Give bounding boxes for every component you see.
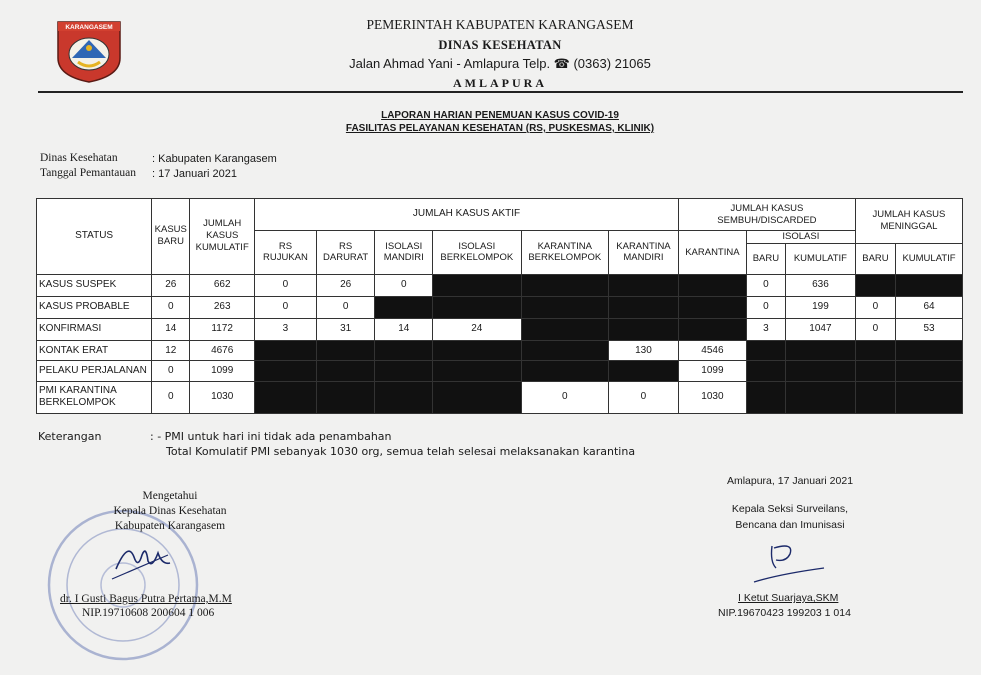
cell-blocked bbox=[855, 361, 895, 381]
cell-sembuh-kumulatif: 199 bbox=[785, 296, 855, 318]
cell-meninggal-baru: 0 bbox=[855, 319, 895, 341]
cell-kasus-baru: 0 bbox=[152, 361, 190, 381]
sig-left-nip: NIP.19710608 200604 1 006 bbox=[82, 607, 215, 619]
covid-report-table bbox=[36, 198, 963, 414]
signature-scribble-icon bbox=[108, 535, 178, 585]
header-meninggal-baru: BARU bbox=[855, 244, 895, 274]
cell-blocked bbox=[521, 341, 608, 361]
cell-sembuh-baru: 0 bbox=[746, 296, 785, 318]
date-label: Tanggal Pemantauan bbox=[40, 167, 136, 179]
regency-logo bbox=[54, 18, 124, 84]
header-sembuh-baru: BARU bbox=[746, 244, 785, 274]
cell-rs-rujukan: 0 bbox=[255, 296, 317, 318]
cell-isolasi-mandiri: 14 bbox=[375, 319, 433, 341]
row-status: KASUS SUSPEK bbox=[37, 274, 152, 296]
cell-sembuh-kumulatif: 1047 bbox=[785, 319, 855, 341]
header-isolasi: ISOLASI bbox=[746, 231, 855, 244]
cell-rs-rujukan: 3 bbox=[255, 319, 317, 341]
cell-kasus-baru: 0 bbox=[152, 296, 190, 318]
cell-blocked bbox=[785, 361, 855, 381]
header-isolasi-berkelompok: ISOLASI BERKELOMPOK bbox=[433, 231, 521, 274]
cell-blocked bbox=[521, 296, 608, 318]
cell-blocked bbox=[896, 361, 963, 381]
header-meninggal-kumulatif: KUMULATIF bbox=[896, 244, 963, 274]
notes-label: Keterangan bbox=[38, 430, 102, 443]
cell-blocked bbox=[433, 341, 521, 361]
report-title: LAPORAN HARIAN PENEMUAN KASUS COVID-19 bbox=[381, 110, 619, 121]
letterhead-address: Jalan Ahmad Yani - Amlapura Telp. ☎ (0363) 21065 bbox=[349, 56, 651, 71]
header-status: STATUS bbox=[37, 199, 152, 275]
cell-karantina-mandiri: 130 bbox=[608, 341, 678, 361]
cell-rs-darurat: 31 bbox=[316, 319, 375, 341]
header-karantina: KARANTINA bbox=[678, 231, 746, 274]
cell-blocked bbox=[896, 381, 963, 413]
letterhead-divider bbox=[38, 91, 963, 93]
cell-blocked bbox=[521, 361, 608, 381]
cell-blocked bbox=[785, 341, 855, 361]
cell-meninggal-baru: 0 bbox=[855, 296, 895, 318]
cell-blocked bbox=[855, 381, 895, 413]
cell-sembuh-kumulatif: 636 bbox=[785, 274, 855, 296]
cell-blocked bbox=[433, 361, 521, 381]
coat-of-arms-icon bbox=[54, 18, 124, 84]
row-status: PELAKU PERJALANAN bbox=[37, 361, 152, 381]
cell-blocked bbox=[608, 361, 678, 381]
letterhead-city: AMLAPURA bbox=[453, 76, 547, 90]
cell-blocked bbox=[746, 361, 785, 381]
cell-kumulatif: 1030 bbox=[190, 381, 255, 413]
cell-karantina: 1099 bbox=[678, 361, 746, 381]
cell-blocked bbox=[521, 319, 608, 341]
header-kasus-baru: KASUS BARU bbox=[152, 199, 190, 275]
cell-blocked bbox=[375, 296, 433, 318]
header-kasus-aktif: JUMLAH KASUS AKTIF bbox=[255, 199, 679, 231]
header-rs-darurat: RS DARURAT bbox=[316, 231, 375, 274]
row-status: KONFIRMASI bbox=[37, 319, 152, 341]
signature-scribble-icon bbox=[750, 540, 830, 588]
cell-kumulatif: 1099 bbox=[190, 361, 255, 381]
cell-blocked bbox=[255, 381, 317, 413]
cell-sembuh-baru: 3 bbox=[746, 319, 785, 341]
sig-right-name: I Ketut Suarjaya,SKM bbox=[738, 592, 839, 604]
agency-label: Dinas Kesehatan bbox=[40, 152, 118, 164]
cell-blocked bbox=[678, 274, 746, 296]
logo-text: KARANGASEM bbox=[65, 24, 113, 31]
cell-karantina-mandiri: 0 bbox=[608, 381, 678, 413]
cell-karantina-berkelompok: 0 bbox=[521, 381, 608, 413]
row-status: KASUS PROBABLE bbox=[37, 296, 152, 318]
cell-isolasi-berkelompok: 24 bbox=[433, 319, 521, 341]
cell-blocked bbox=[433, 381, 521, 413]
cell-rs-darurat: 0 bbox=[316, 296, 375, 318]
cell-blocked bbox=[608, 274, 678, 296]
sig-right-nip: NIP.19670423 199203 1 014 bbox=[718, 607, 851, 619]
table-row bbox=[37, 319, 963, 341]
sig-right-line2: Bencana dan Imunisasi bbox=[735, 519, 845, 531]
agency-value: : Kabupaten Karangasem bbox=[152, 153, 277, 165]
cell-blocked bbox=[746, 381, 785, 413]
cell-kumulatif: 4676 bbox=[190, 341, 255, 361]
cell-kumulatif: 1172 bbox=[190, 319, 255, 341]
table-row bbox=[37, 274, 963, 296]
signature-right bbox=[750, 540, 830, 588]
cell-blocked bbox=[375, 381, 433, 413]
header-sembuh-kumulatif: KUMULATIF bbox=[785, 244, 855, 274]
cell-blocked bbox=[896, 341, 963, 361]
cell-meninggal-kumulatif: 64 bbox=[896, 296, 963, 318]
cell-blocked bbox=[316, 361, 375, 381]
report-subtitle: FASILITAS PELAYANAN KESEHATAN (RS, PUSKESMAS, KLINIK) bbox=[345, 123, 655, 134]
cell-blocked bbox=[678, 296, 746, 318]
cell-blocked bbox=[375, 361, 433, 381]
header-isolasi-mandiri: ISOLASI MANDIRI bbox=[375, 231, 433, 274]
date-value: : 17 Januari 2021 bbox=[152, 168, 238, 180]
cell-sembuh-baru: 0 bbox=[746, 274, 785, 296]
header-karantina-berkelompok: KARANTINA BERKELOMPOK bbox=[521, 231, 608, 274]
table-row bbox=[37, 381, 963, 413]
notes-line2: Total Komulatif PMI sebanyak 1030 org, semua telah selesai melaksanakan karantina bbox=[166, 445, 636, 458]
cell-blocked bbox=[608, 319, 678, 341]
sig-left-name: dr. I Gusti Bagus Putra Pertama,M.M bbox=[60, 593, 232, 605]
cell-kasus-baru: 26 bbox=[152, 274, 190, 296]
cell-blocked bbox=[785, 381, 855, 413]
table-row bbox=[37, 361, 963, 381]
notes-line1: : - PMI untuk hari ini tidak ada penambahan bbox=[150, 430, 392, 443]
cell-blocked bbox=[375, 341, 433, 361]
cell-blocked bbox=[255, 341, 317, 361]
letterhead-department: DINAS KESEHATAN bbox=[438, 38, 562, 52]
header-sembuh: JUMLAH KASUS SEMBUH/DISCARDED bbox=[678, 199, 855, 231]
cell-rs-darurat: 26 bbox=[316, 274, 375, 296]
cell-isolasi-mandiri: 0 bbox=[375, 274, 433, 296]
cell-blocked bbox=[433, 274, 521, 296]
cell-karantina: 1030 bbox=[678, 381, 746, 413]
header-meninggal: JUMLAH KASUS MENINGGAL bbox=[855, 199, 962, 244]
cell-blocked bbox=[608, 296, 678, 318]
header-rs-rujukan: RS RUJUKAN bbox=[255, 231, 317, 274]
header-karantina-mandiri: KARANTINA MANDIRI bbox=[608, 231, 678, 274]
cell-kasus-baru: 12 bbox=[152, 341, 190, 361]
row-status: KONTAK ERAT bbox=[37, 341, 152, 361]
table-row bbox=[37, 296, 963, 318]
cell-rs-rujukan: 0 bbox=[255, 274, 317, 296]
cell-blocked bbox=[896, 274, 963, 296]
cell-blocked bbox=[855, 274, 895, 296]
sig-left-line3: Kabupaten Karangasem bbox=[114, 520, 226, 532]
cell-karantina: 4546 bbox=[678, 341, 746, 361]
row-status: PMI KARANTINA BERKELOMPOK bbox=[37, 381, 152, 413]
cell-blocked bbox=[521, 274, 608, 296]
cell-blocked bbox=[855, 341, 895, 361]
sig-left-line2: Kepala Dinas Kesehatan bbox=[113, 505, 227, 517]
cell-blocked bbox=[433, 296, 521, 318]
sig-right-line1: Kepala Seksi Surveilans, bbox=[731, 503, 849, 515]
cell-kumulatif: 263 bbox=[190, 296, 255, 318]
cell-blocked bbox=[255, 361, 317, 381]
cell-blocked bbox=[316, 341, 375, 361]
header-jumlah-kumulatif: JUMLAH KASUS KUMULATIF bbox=[190, 199, 255, 275]
cell-meninggal-kumulatif: 53 bbox=[896, 319, 963, 341]
signature-left bbox=[108, 535, 178, 585]
sig-right-place-date: Amlapura, 17 Januari 2021 bbox=[726, 475, 854, 487]
cell-blocked bbox=[316, 381, 375, 413]
cell-blocked bbox=[746, 341, 785, 361]
cell-kumulatif: 662 bbox=[190, 274, 255, 296]
cell-kasus-baru: 0 bbox=[152, 381, 190, 413]
cell-kasus-baru: 14 bbox=[152, 319, 190, 341]
cell-blocked bbox=[678, 319, 746, 341]
letterhead-government: PEMERINTAH KABUPATEN KARANGASEM bbox=[366, 17, 634, 32]
table-row bbox=[37, 341, 963, 361]
sig-left-line1: Mengetahui bbox=[142, 490, 198, 502]
